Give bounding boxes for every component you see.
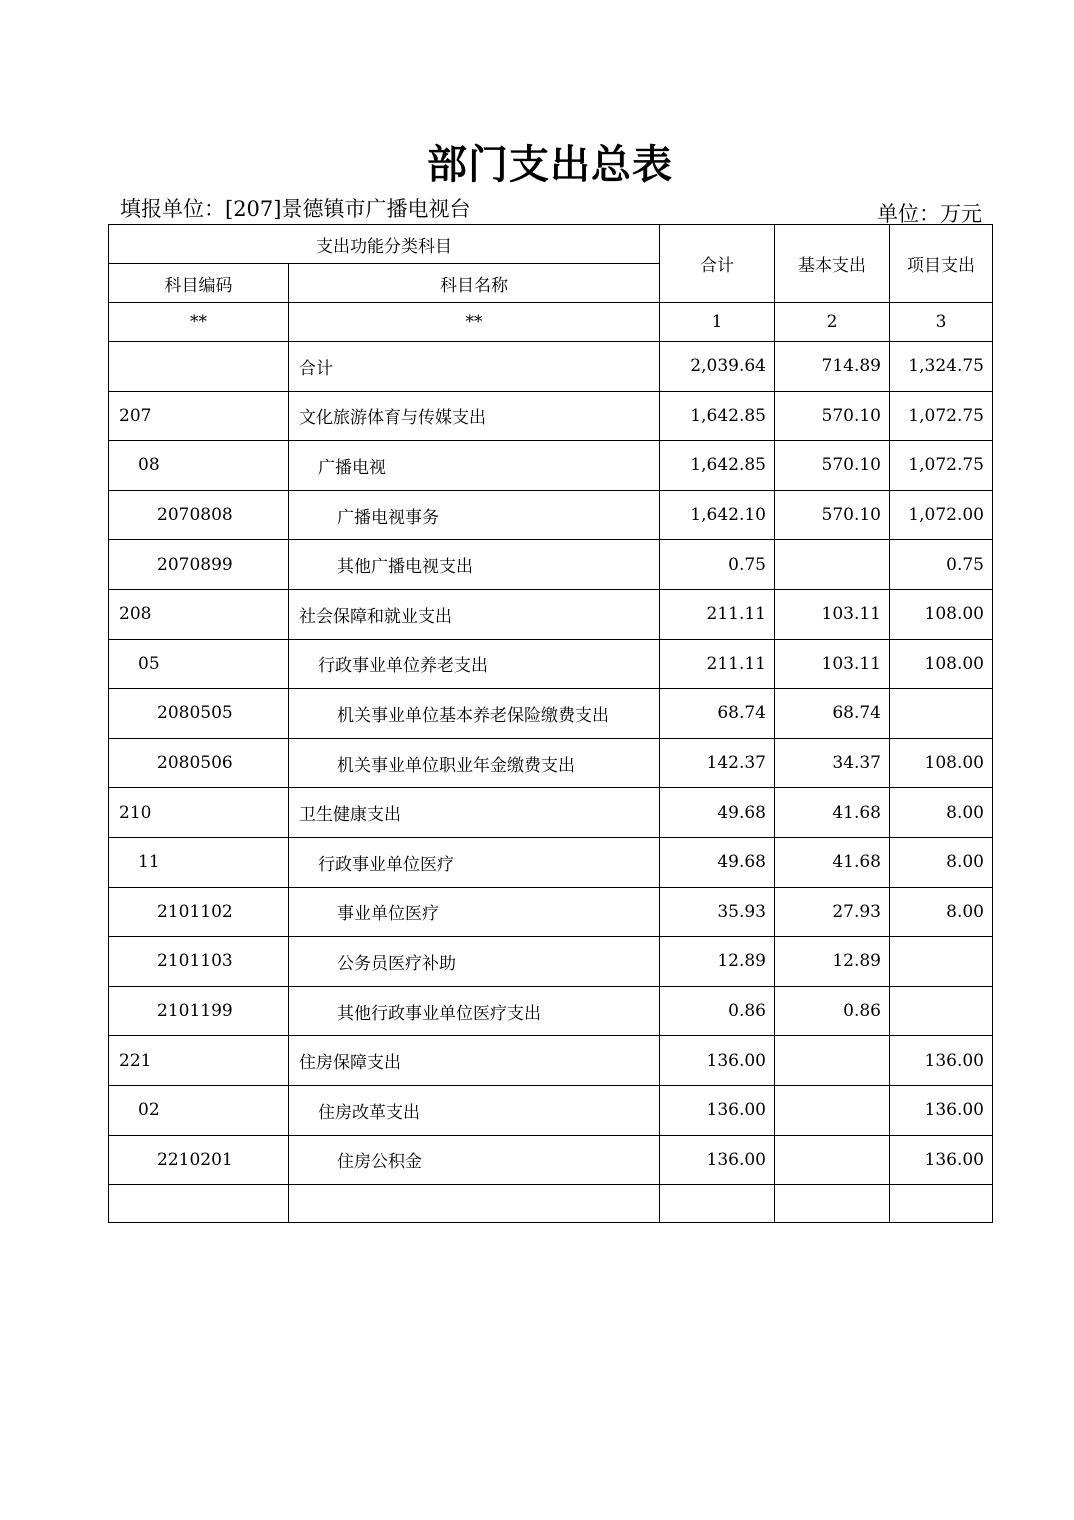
reporting-unit: 填报单位：[207]景德镇市广播电视台 (120, 197, 471, 221)
row-total: 0.75 (660, 540, 775, 590)
row-name: 事业单位医疗 (289, 887, 660, 937)
index-cell: 2 (775, 303, 890, 342)
header-code: 科目编码 (109, 264, 289, 303)
row-project: 8.00 (890, 837, 993, 887)
row-project (890, 937, 993, 987)
table-row (109, 589, 993, 639)
index-cell: 1 (660, 303, 775, 342)
row-project: 1,072.75 (890, 391, 993, 441)
index-cell: 3 (890, 303, 993, 342)
table-row (109, 391, 993, 441)
row-total: 142.37 (660, 738, 775, 788)
row-basic (775, 540, 890, 590)
table-row (109, 788, 993, 838)
row-name: 机关事业单位职业年金缴费支出 (289, 738, 660, 788)
row-project (890, 689, 993, 739)
row-project: 0.75 (890, 540, 993, 590)
row-name: 合计 (289, 342, 660, 392)
row-code: 2101199 (109, 986, 289, 1036)
row-name: 卫生健康支出 (289, 788, 660, 838)
table-row (109, 887, 993, 937)
row-project: 136.00 (890, 1085, 993, 1135)
row-project: 8.00 (890, 788, 993, 838)
row-name: 住房改革支出 (289, 1085, 660, 1135)
table-row (109, 837, 993, 887)
row-project (890, 986, 993, 1036)
row-name: 机关事业单位基本养老保险缴费支出 (289, 689, 660, 739)
row-total: 211.11 (660, 589, 775, 639)
row-total: 35.93 (660, 887, 775, 937)
table-row (109, 1036, 993, 1086)
row-basic: 714.89 (775, 342, 890, 392)
header-project: 项目支出 (890, 225, 993, 303)
row-name: 其他行政事业单位医疗支出 (289, 986, 660, 1036)
table-row (109, 441, 993, 491)
row-total: 2,039.64 (660, 342, 775, 392)
table-row (109, 689, 993, 739)
row-basic: 570.10 (775, 490, 890, 540)
row-code: 221 (109, 1036, 289, 1086)
row-basic: 103.11 (775, 639, 890, 689)
page-title: 部门支出总表 (427, 142, 673, 188)
row-total: 136.00 (660, 1085, 775, 1135)
row-total: 49.68 (660, 788, 775, 838)
empty-cell (660, 1185, 775, 1223)
header-function-category: 支出功能分类科目 (109, 225, 660, 264)
row-code: 2080505 (109, 689, 289, 739)
row-code: 2210201 (109, 1135, 289, 1185)
row-project: 108.00 (890, 589, 993, 639)
header-total: 合计 (660, 225, 775, 303)
row-name: 社会保障和就业支出 (289, 589, 660, 639)
row-name: 其他广播电视支出 (289, 540, 660, 590)
row-name: 住房保障支出 (289, 1036, 660, 1086)
row-name: 文化旅游体育与传媒支出 (289, 391, 660, 441)
row-code (109, 342, 289, 392)
row-code: 11 (109, 837, 289, 887)
row-project: 8.00 (890, 887, 993, 937)
empty-cell (890, 1185, 993, 1223)
table-row (109, 540, 993, 590)
row-project: 1,324.75 (890, 342, 993, 392)
row-basic: 41.68 (775, 837, 890, 887)
row-name: 广播电视 (289, 441, 660, 491)
row-basic: 68.74 (775, 689, 890, 739)
header-basic: 基本支出 (775, 225, 890, 303)
row-total: 136.00 (660, 1036, 775, 1086)
table-row (109, 490, 993, 540)
row-basic (775, 1135, 890, 1185)
row-total: 1,642.85 (660, 441, 775, 491)
row-code: 208 (109, 589, 289, 639)
row-name: 广播电视事务 (289, 490, 660, 540)
row-code: 2101103 (109, 937, 289, 987)
index-cell: ** (289, 303, 660, 342)
row-total: 12.89 (660, 937, 775, 987)
row-basic: 12.89 (775, 937, 890, 987)
row-total: 49.68 (660, 837, 775, 887)
empty-cell (289, 1185, 660, 1223)
row-project: 136.00 (890, 1036, 993, 1086)
row-project: 136.00 (890, 1135, 993, 1185)
row-basic: 27.93 (775, 887, 890, 937)
row-project: 108.00 (890, 639, 993, 689)
table-row (109, 1135, 993, 1185)
row-project: 108.00 (890, 738, 993, 788)
row-code: 2080506 (109, 738, 289, 788)
row-code: 2070899 (109, 540, 289, 590)
row-basic: 103.11 (775, 589, 890, 639)
row-total: 211.11 (660, 639, 775, 689)
row-total: 136.00 (660, 1135, 775, 1185)
empty-cell (775, 1185, 890, 1223)
row-code: 2070808 (109, 490, 289, 540)
row-name: 行政事业单位养老支出 (289, 639, 660, 689)
expenditure-table (108, 224, 993, 1223)
row-total: 0.86 (660, 986, 775, 1036)
table-row (109, 639, 993, 689)
row-basic: 570.10 (775, 441, 890, 491)
row-basic (775, 1085, 890, 1135)
table-row (109, 986, 993, 1036)
row-name: 行政事业单位医疗 (289, 837, 660, 887)
row-code: 05 (109, 639, 289, 689)
table-row (109, 738, 993, 788)
header-name: 科目名称 (289, 264, 660, 303)
index-row (109, 303, 993, 342)
row-basic: 0.86 (775, 986, 890, 1036)
row-name: 公务员医疗补助 (289, 937, 660, 987)
empty-cell (109, 1185, 289, 1223)
empty-row (109, 1185, 993, 1223)
header-row-group (109, 225, 993, 264)
row-name: 住房公积金 (289, 1135, 660, 1185)
row-code: 207 (109, 391, 289, 441)
row-total: 68.74 (660, 689, 775, 739)
row-code: 08 (109, 441, 289, 491)
table-row (109, 937, 993, 987)
row-project: 1,072.75 (890, 441, 993, 491)
table-row (109, 1085, 993, 1135)
row-code: 02 (109, 1085, 289, 1135)
row-basic: 34.37 (775, 738, 890, 788)
row-code: 2101102 (109, 887, 289, 937)
row-total: 1,642.85 (660, 391, 775, 441)
row-basic: 570.10 (775, 391, 890, 441)
index-cell: ** (109, 303, 289, 342)
currency-unit: 单位：万元 (877, 202, 982, 226)
row-project: 1,072.00 (890, 490, 993, 540)
row-basic (775, 1036, 890, 1086)
row-basic: 41.68 (775, 788, 890, 838)
row-total: 1,642.10 (660, 490, 775, 540)
row-code: 210 (109, 788, 289, 838)
table-row (109, 342, 993, 392)
